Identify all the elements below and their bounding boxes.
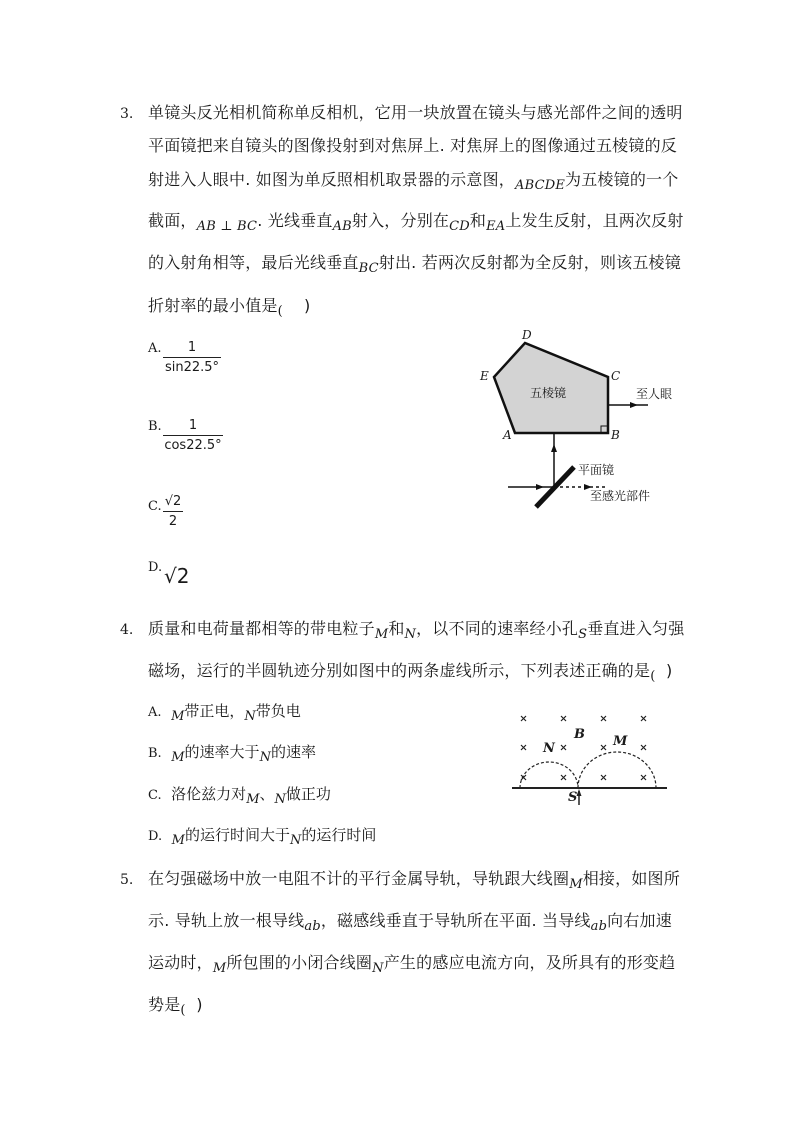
math-symbol: BC	[358, 261, 379, 276]
question-number: 3.	[120, 106, 134, 122]
question-text-line: 在匀强磁场中放一电阻不计的平行金属导轨，导轨跟大线圈$_M$相接，如图所	[148, 869, 680, 892]
hole-label: S	[568, 790, 578, 805]
vertex-label: E	[480, 369, 489, 383]
option-b[interactable]: B. M的速率大于N的速率	[148, 743, 316, 765]
math-symbol: N	[372, 961, 384, 976]
question-text-line: 平面镜把来自镜头的图像投射到对焦屏上. 对焦屏上的图像通过五棱镜的反	[148, 136, 677, 155]
option-label: C.	[148, 499, 162, 514]
answer-blank-close: )	[282, 296, 311, 315]
question-text-line: 示. 导轨上放一根导线$_{ab}$，磁感线垂直于导轨所在平面. 当导线$_{ab}$向右加速	[148, 911, 672, 934]
answer-blank-open: (	[277, 304, 283, 319]
question-text-line: 折射率的最小值是$_($ )	[148, 296, 311, 319]
track-label-m: M	[613, 734, 628, 749]
question-text-line: 质量和电荷量都相等的带电粒子$_M$和$_N$，以不同的速率经小孔$_S$垂直进入匀强	[148, 619, 685, 642]
math-symbol: N	[404, 627, 417, 642]
fraction: √2 2	[164, 494, 182, 529]
vertex-label: C	[611, 369, 621, 383]
math-symbol: AB	[332, 219, 352, 234]
option-d[interactable]: D. M的运行时间大于N的运行时间	[148, 826, 377, 848]
vertex-label: B	[611, 428, 620, 442]
math-symbol: M	[374, 627, 389, 642]
math-symbol: CD	[449, 219, 470, 234]
vertex-label: D	[522, 328, 532, 342]
eye-label: 至人眼	[636, 387, 673, 401]
math-symbol: AB ⊥ BC	[196, 219, 258, 234]
math-symbol: ab	[590, 919, 608, 934]
math-symbol: ABCDE	[514, 178, 566, 193]
answer-blank-open: (	[180, 1003, 186, 1018]
question-text-line: 单镜头反光相机简称单反相机，它用一块放置在镜头与感光部件之间的透明	[148, 103, 683, 122]
option-b[interactable]	[148, 416, 162, 434]
question-number: 5.	[120, 872, 134, 888]
answer-blank-close: )	[655, 661, 673, 680]
option-a[interactable]	[148, 338, 162, 356]
option-label: B.	[148, 746, 162, 761]
fraction: 1 sin22.5°	[164, 340, 220, 375]
question-text-line: 截面，$_{AB \perp BC}$. 光线垂直$_{AB}$射入，分别在$_{CD}$和$_{EA}$上发生反射，且两次反射	[148, 211, 684, 234]
option-label: A.	[148, 705, 162, 720]
sensor-label: 至感光部件	[590, 489, 651, 503]
magnetic-field-diagram	[505, 705, 675, 810]
option-label: D.	[148, 560, 163, 575]
question-text-line: 势是$_($ )	[148, 995, 203, 1018]
option-c[interactable]	[148, 496, 162, 514]
sqrt-value: √2	[164, 564, 190, 588]
pentaprism-diagram	[470, 325, 690, 525]
answer-blank-close: )	[185, 995, 203, 1014]
math-symbol: M	[212, 961, 227, 976]
math-symbol: S	[578, 627, 588, 642]
question-number: 4.	[120, 622, 134, 638]
track-label-n: N	[543, 741, 555, 756]
mirror-label: 平面镜	[578, 463, 615, 477]
option-c[interactable]: C. 洛伦兹力对M、N做正功	[148, 785, 331, 807]
option-label: D.	[148, 829, 163, 844]
vertex-label: A	[503, 428, 512, 442]
option-label: C.	[148, 788, 162, 803]
math-symbol: ab	[304, 919, 321, 934]
option-label: B.	[148, 419, 162, 434]
question-text-line: 磁场，运行的半圆轨迹分别如图中的两条虚线所示，下列表述正确的是$_($ )	[148, 661, 673, 684]
question-text-line: 的入射角相等，最后光线垂直$_{BC}$射出. 若两次反射都为全反射，则该五棱镜	[148, 253, 681, 276]
option-d[interactable]	[148, 557, 162, 575]
question-text-line: 射进入人眼中. 如图为单反照相机取景器的示意图，$_{ABCDE}$为五棱镜的一个	[148, 170, 679, 193]
math-symbol: EA	[486, 219, 506, 234]
option-a[interactable]: A. M带正电，N带负电	[148, 702, 301, 724]
math-symbol: M	[569, 877, 583, 892]
field-label: B	[574, 727, 585, 742]
prism-label: 五棱镜	[530, 386, 567, 400]
magnetic-field-figure	[505, 705, 675, 810]
fraction: 1 cos22.5°	[164, 418, 222, 453]
option-label: A.	[148, 341, 162, 356]
answer-blank-open: (	[650, 669, 656, 684]
question-text-line: 运动时，$_M$所包围的小闭合线圈$_N$产生的感应电流方向，及所具有的形变趋	[148, 953, 676, 976]
pentaprism-figure	[470, 325, 690, 525]
